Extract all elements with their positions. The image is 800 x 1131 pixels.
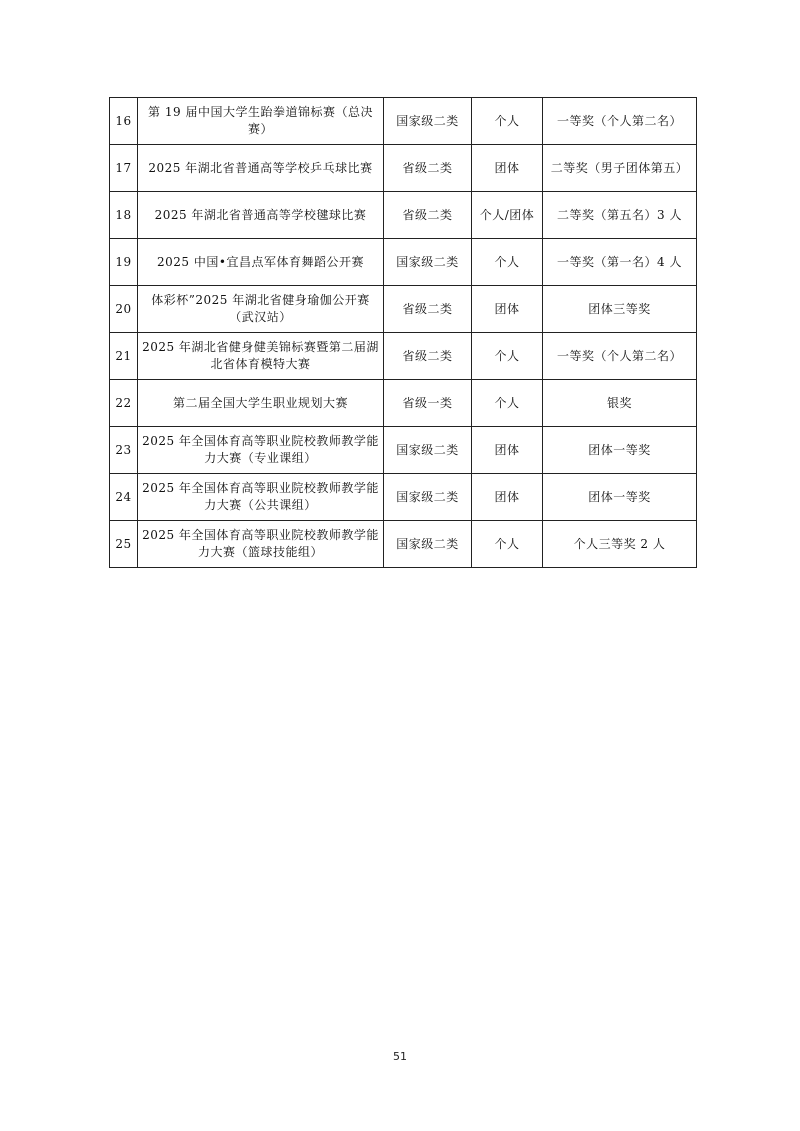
table-row (110, 333, 697, 380)
competition-level: 省级二类 (384, 192, 472, 239)
competition-level: 国家级二类 (384, 239, 472, 286)
award-result: 银奖 (543, 380, 697, 427)
competition-name: 第二届全国大学生职业规划大赛 (138, 380, 384, 427)
competition-level: 国家级二类 (384, 521, 472, 568)
participation-type: 团体 (472, 145, 543, 192)
table-row (110, 145, 697, 192)
page-number: 51 (393, 1050, 407, 1063)
table-row (110, 474, 697, 521)
competition-name: 体彩杯”2025 年湖北省健身瑜伽公开赛（武汉站） (138, 286, 384, 333)
row-number: 25 (110, 521, 138, 568)
competition-name: 第 19 届中国大学生跆拳道锦标赛（总决赛） (138, 98, 384, 145)
award-table-body (110, 98, 697, 568)
row-number: 16 (110, 98, 138, 145)
participation-type: 团体 (472, 474, 543, 521)
competition-level: 国家级二类 (384, 474, 472, 521)
row-number: 17 (110, 145, 138, 192)
table-row (110, 286, 697, 333)
competition-level: 国家级二类 (384, 427, 472, 474)
row-number: 21 (110, 333, 138, 380)
row-number: 19 (110, 239, 138, 286)
competition-level: 省级二类 (384, 145, 472, 192)
participation-type: 个人 (472, 521, 543, 568)
competition-name: 2025 年全国体育高等职业院校教师教学能力大赛（公共课组） (138, 474, 384, 521)
competition-name: 2025 年湖北省普通高等学校毽球比赛 (138, 192, 384, 239)
table-row (110, 239, 697, 286)
participation-type: 团体 (472, 427, 543, 474)
row-number: 18 (110, 192, 138, 239)
participation-type: 个人 (472, 239, 543, 286)
participation-type: 个人 (472, 98, 543, 145)
award-result: 一等奖（第一名）4 人 (543, 239, 697, 286)
row-number: 20 (110, 286, 138, 333)
row-number: 24 (110, 474, 138, 521)
table-row (110, 192, 697, 239)
award-result: 二等奖（男子团体第五） (543, 145, 697, 192)
competition-name: 2025 中国•宜昌点军体育舞蹈公开赛 (138, 239, 384, 286)
participation-type: 个人 (472, 333, 543, 380)
competition-name: 2025 年全国体育高等职业院校教师教学能力大赛（篮球技能组） (138, 521, 384, 568)
award-result: 个人三等奖 2 人 (543, 521, 697, 568)
table-row (110, 98, 697, 145)
competition-level: 省级二类 (384, 286, 472, 333)
award-result: 团体三等奖 (543, 286, 697, 333)
award-table (109, 97, 697, 568)
participation-type: 个人/团体 (472, 192, 543, 239)
table-row (110, 427, 697, 474)
award-result: 二等奖（第五名）3 人 (543, 192, 697, 239)
competition-name: 2025 年全国体育高等职业院校教师教学能力大赛（专业课组） (138, 427, 384, 474)
competition-level: 省级一类 (384, 380, 472, 427)
competition-level: 国家级二类 (384, 98, 472, 145)
award-result: 团体一等奖 (543, 427, 697, 474)
award-result: 一等奖（个人第二名） (543, 333, 697, 380)
competition-name: 2025 年湖北省健身健美锦标赛暨第二届湖北省体育模特大赛 (138, 333, 384, 380)
table-row (110, 380, 697, 427)
participation-type: 个人 (472, 380, 543, 427)
competition-level: 省级二类 (384, 333, 472, 380)
participation-type: 团体 (472, 286, 543, 333)
award-result: 团体一等奖 (543, 474, 697, 521)
award-result: 一等奖（个人第二名） (543, 98, 697, 145)
competition-name: 2025 年湖北省普通高等学校乒乓球比赛 (138, 145, 384, 192)
row-number: 22 (110, 380, 138, 427)
row-number: 23 (110, 427, 138, 474)
table-row (110, 521, 697, 568)
